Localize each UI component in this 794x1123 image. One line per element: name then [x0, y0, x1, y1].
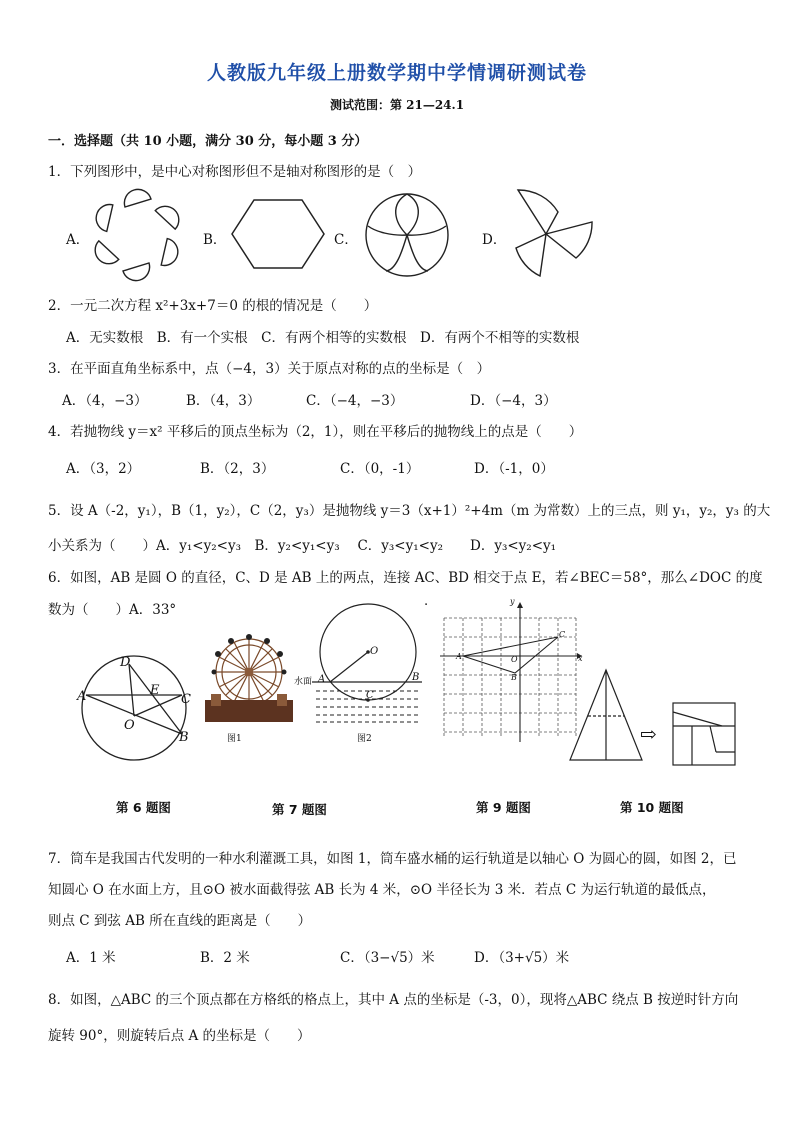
- q6-line2: 数为（ ）A．33°: [48, 602, 177, 618]
- fig9-label-y: y: [510, 597, 515, 606]
- caption-fig10: 第 10 题图: [620, 800, 684, 815]
- caption-fig7: 第 7 题图: [272, 802, 327, 817]
- page-title: 人教版九年级上册数学期中学情调研测试卷: [206, 62, 587, 84]
- q7-line1: 7．筒车是我国古代发明的一种水利灌溉工具，如图 1，筒车盛水桶的运行轨道是以轴心 O 为圆心的圆，如图 2，已: [48, 851, 737, 867]
- q5-line1: 5．设 A（-2，y₁），B（1，y₂），C（2，y₃）是抛物线 y＝3（x+1）²+4m（m 为常数）上的三点，则 y₁，y₂，y₃ 的大: [48, 503, 771, 519]
- fig6-label-d: D: [120, 655, 131, 670]
- q3-option-d: D．（−4，3）: [470, 393, 557, 409]
- fig6-circle-diagram: [72, 652, 202, 767]
- fig7-label-a: A: [318, 674, 326, 685]
- fig6-label-a: A: [77, 689, 87, 704]
- q5-line2: 小关系为（ ）A．y₁<y₂<y₃ B．y₂<y₁<y₃ C．y₃<y₁<y₂ D．y₃<y₂<y₁: [48, 538, 557, 554]
- q1-figure-b-hexagon: [230, 198, 326, 270]
- fig7-label-o: O: [370, 646, 379, 657]
- q1-option-c: C．: [334, 232, 358, 248]
- test-scope: 测试范围：第 21—24.1: [329, 98, 465, 112]
- fig6-label-e: E: [150, 683, 160, 698]
- q7-line3: 则点 C 到弦 AB 所在直线的距离是（ ）: [48, 913, 312, 929]
- q4-stem: 4．若抛物线 y＝x² 平移后的顶点坐标为（2，1），则在平移后的抛物线上的点是（ ）: [48, 424, 583, 440]
- fig6-label-b: B: [179, 730, 189, 745]
- q4-option-b: B．（2，3）: [200, 461, 275, 477]
- q1-figure-c-circle-petals: [364, 192, 450, 278]
- q3-option-b: B．（4，3）: [186, 393, 261, 409]
- fig7-water-label: 水面: [294, 677, 313, 687]
- fig10-arrow-icon: ⇨: [640, 722, 657, 746]
- fig9-label-c: C: [559, 630, 566, 639]
- q1-option-d: D．: [482, 232, 507, 248]
- q3-option-c: C．（−4，−3）: [306, 393, 404, 409]
- q4-option-c: C．（0，-1）: [340, 461, 420, 477]
- q7-option-c: C．（3−√5）米: [340, 950, 435, 966]
- fig6-label-c: C: [181, 692, 191, 707]
- fig7-label-c: C: [366, 690, 374, 701]
- fig9-label-o: O: [511, 655, 518, 664]
- q6-line1: 6．如图，AB 是圆 O 的直径，C、D 是 AB 上的两点，连接 AC、BD 相交于点 E，若∠BEC＝58°，那么∠DOC 的度: [48, 570, 763, 586]
- fig7-subcaption-2: 图2: [357, 734, 372, 744]
- q1-figure-d-blades: [510, 188, 600, 278]
- fig9-label-x: x: [578, 654, 583, 663]
- q1-stem: 1．下列图形中，是中心对称图形但不是轴对称图形的是（ ）: [48, 164, 422, 180]
- q7-option-b: B．2 米: [200, 950, 250, 966]
- q6-dot: .: [424, 594, 429, 609]
- q2-options: A．无实数根 B．有一个实根 C．有两个相等的实数根 D．有两个不相等的实数根: [66, 330, 580, 346]
- q1-figure-a-pinwheel: [92, 190, 182, 280]
- fig7-waterwheel-photo: [205, 628, 293, 722]
- section-heading: 一．选择题（共 10 小题，满分 30 分，每小题 3 分）: [48, 134, 368, 149]
- fig10-cone: [566, 668, 646, 764]
- q7-option-d: D．（3+√5）米: [474, 950, 570, 966]
- q7-option-a: A．1 米: [66, 950, 116, 966]
- fig10-folded-square: [672, 702, 736, 766]
- q8-line2: 旋转 90°，则旋转后点 A 的坐标是（ ）: [48, 1028, 311, 1044]
- q4-option-a: A．（3，2）: [66, 461, 141, 477]
- q1-option-b: B．: [203, 232, 227, 248]
- fig7-subcaption-1: 图1: [227, 734, 242, 744]
- q7-line2: 知圆心 O 在水面上方，且⊙O 被水面截得弦 AB 长为 4 米，⊙O 半径长为 3 米．若点 C 为运行轨道的最低点，: [48, 882, 716, 898]
- caption-fig6: 第 6 题图: [116, 800, 171, 815]
- fig7-label-b: B: [412, 672, 420, 683]
- q2-stem: 2．一元二次方程 x²+3x+7＝0 的根的情况是（ ）: [48, 298, 378, 314]
- q1-option-a: A．: [66, 232, 90, 248]
- q4-option-d: D．（-1，0）: [474, 461, 554, 477]
- fig7-circle-water-diagram: [312, 600, 422, 725]
- fig9-label-a: A: [456, 652, 462, 661]
- fig9-label-b: B: [511, 673, 517, 682]
- q8-line1: 8．如图，△ABC 的三个顶点都在方格纸的格点上，其中 A 点的坐标是（-3，0），现将△ABC 绕点 B 按逆时针方向: [48, 992, 739, 1008]
- fig6-label-o: O: [124, 718, 135, 733]
- caption-fig9: 第 9 题图: [476, 800, 531, 815]
- q3-stem: 3．在平面直角坐标系中，点（−4，3）关于原点对称的点的坐标是（ ）: [48, 361, 491, 377]
- q3-option-a: A．（4，−3）: [62, 393, 148, 409]
